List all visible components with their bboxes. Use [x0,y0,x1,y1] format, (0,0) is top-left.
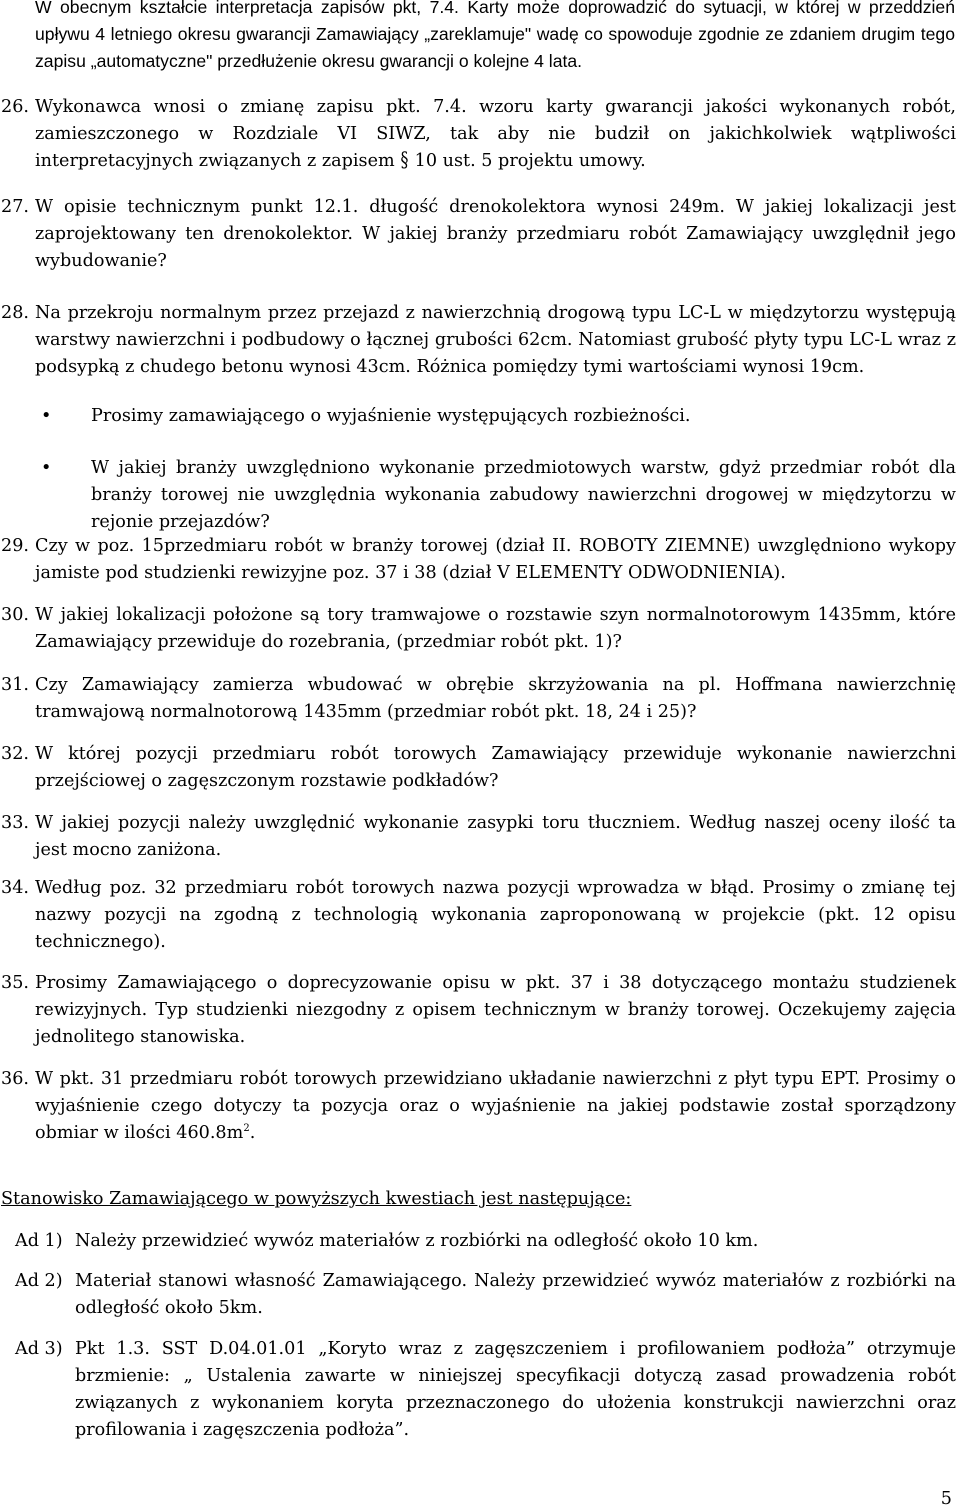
answer-text: Materiał stanowi własność Zamawiającego. Należy przewidzieć wywóz materiałów z rozbiórki na odległość około 5km. [75,1271,956,1318]
bullet-icon: • [41,458,52,478]
superscript: 2 [243,1123,250,1135]
answer-label: Ad 2) [15,1271,63,1291]
answer-text: Pkt 1.3. SST D.04.01.01 „Koryto wraz z zagęszczeniem i profilowaniem podłoża” otrzymuje brzmienie: „ Ustalenia zawarte w niniejszej specyfikacji dotyczą zasad prowadzenia robót związanych z wykonaniem koryta przeznaczonego do ułożenia konstrukcji nawierzchni oraz profilowania i zagęszczenia podłoża”. [75,1339,956,1440]
item-number: 36. [1,1069,29,1089]
item-number: 34. [1,878,29,898]
item-number: 29. [1,536,29,556]
section-heading: Stanowisko Zamawiającego w powyższych kwestiach jest następujące: [1,1189,632,1209]
item-text: Na przekroju normalnym przez przejazd z nawierzchnią drogową typu LC-L w międzytorzu występują warstwy nawierzchni i podbudowy o łącznej grubości 62cm. Natomiast grubość płyty typu LC-L wraz z podsypką z chudego betonu wynosi 43cm. Różnica pomiędzy tymi wartościami wynosi 19cm. [35,303,956,377]
item-number: 28. [1,303,29,323]
item-text: W opisie technicznym punkt 12.1. długość drenokolektora wynosi 249m. W jakiej lokalizacji jest zaprojektowany ten drenokolektor. W jakiej branży przedmiaru robót Zamawiający uwzględnił jego wybudowanie? [35,197,956,271]
item-text: W pkt. 31 przedmiaru robót torowych przewidziano układanie nawierzchni z płyt typu EPT. Prosimy o wyjaśnienie czego dotyczy ta pozycja oraz o wyjaśnienie na jakiej podstawie został sporządzony obmiar w ilości $460.8m^2$. [35,1069,956,1143]
item-text: W której pozycji przedmiaru robót torowych Zamawiający przewiduje wykonanie nawierzchni przejściowej o zagęszczonym rozstawie podkładów? [35,744,956,791]
intro-paragraph: W obecnym kształcie interpretacja zapisów pkt, 7.4. Karty może doprowadzić do sytuacji, w której w przeddzień upływu 4 letniego okresu gwarancji Zamawiający „zareklamuje" wadę co spowoduje zgodnie ze zdaniem drugim tego zapisu „automatyczne" przedłużenie okresu gwarancji o kolejne 4 lata. [35,0,955,71]
item-text: Wykonawca wnosi o zmianę zapisu pkt. 7.4. wzoru karty gwarancji jakości wykonanych robót, zamieszczonego w Rozdziale VI SIWZ, tak aby nie budził on jakichkolwiek wątpliwości interpretacyjnych związanych z zapisem § 10 ust. 5 projektu umowy. [35,94,956,175]
item-text: W jakiej lokalizacji położone są tory tramwajowe o rozstawie szyn normalnotorowym 1435mm, które Zamawiający przewiduje do rozebrania, (przedmiar robót pkt. 1)? [35,605,956,652]
item-text: W jakiej pozycji należy uwzględnić wykonanie zasypki toru tłuczniem. Według naszej oceny ilość ta jest mocno zaniżona. [35,813,956,860]
item-text: Według poz. 32 przedmiaru robót torowych nazwa pozycji wprowadza w błąd. Prosimy o zmianę tej nazwy pozycji na zgodną z technologią wykonania zaproponowaną w projekcie (pkt. 12 opisu technicznego). [35,878,956,952]
section-sign: § [400,149,409,173]
answer-label: Ad 3) [15,1339,63,1359]
item-number: 26. [1,97,29,117]
page-number: 5 [940,1489,952,1509]
bullet-text: Prosimy zamawiającego o wyjaśnienie występujących rozbieżności. [91,406,691,426]
item-number: 32. [1,744,29,764]
item-text: Prosimy Zamawiającego o doprecyzowanie opisu w pkt. 37 i 38 dotyczącego montażu studzienek rewizyjnych. Typ studzienki niezgodny z opisem technicznym w branży torowej. Oczekujemy zajęcia jednolitego stanowiska. [35,973,956,1047]
item-number: 31. [1,675,29,695]
bullet-text: W jakiej branży uwzględniono wykonanie przedmiotowych warstw, gdyż przedmiar robót dla branży torowej nie uwzględnia wykonania zabudowy nawierzchni drogowej w międzytorzu w rejonie przejazdów? [91,458,956,532]
item-number: 30. [1,605,29,625]
item-text: Czy w poz. 15przedmiaru robót w branży torowej (dział II. ROBOTY ZIEMNE) uwzględniono wykopy jamiste pod studzienki rewizyjne poz. 37 i 38 (dział V ELEMENTY ODWODNIENIA). [35,536,956,583]
item-number: 33. [1,813,29,833]
answer-text: Należy przewidzieć wywóz materiałów z rozbiórki na odległość około 10 km. [75,1231,759,1251]
item-text: Czy Zamawiający zamierza wbudować w obrębie skrzyżowania na pl. Hoffmana nawierzchnię tramwajową normalnotorową 1435mm (przedmiar robót pkt. 18, 24 i 25)? [35,675,956,722]
bullet-icon: • [41,406,52,426]
item-number: 35. [1,973,29,993]
item-number: 27. [1,197,29,217]
answer-label: Ad 1) [15,1231,63,1251]
